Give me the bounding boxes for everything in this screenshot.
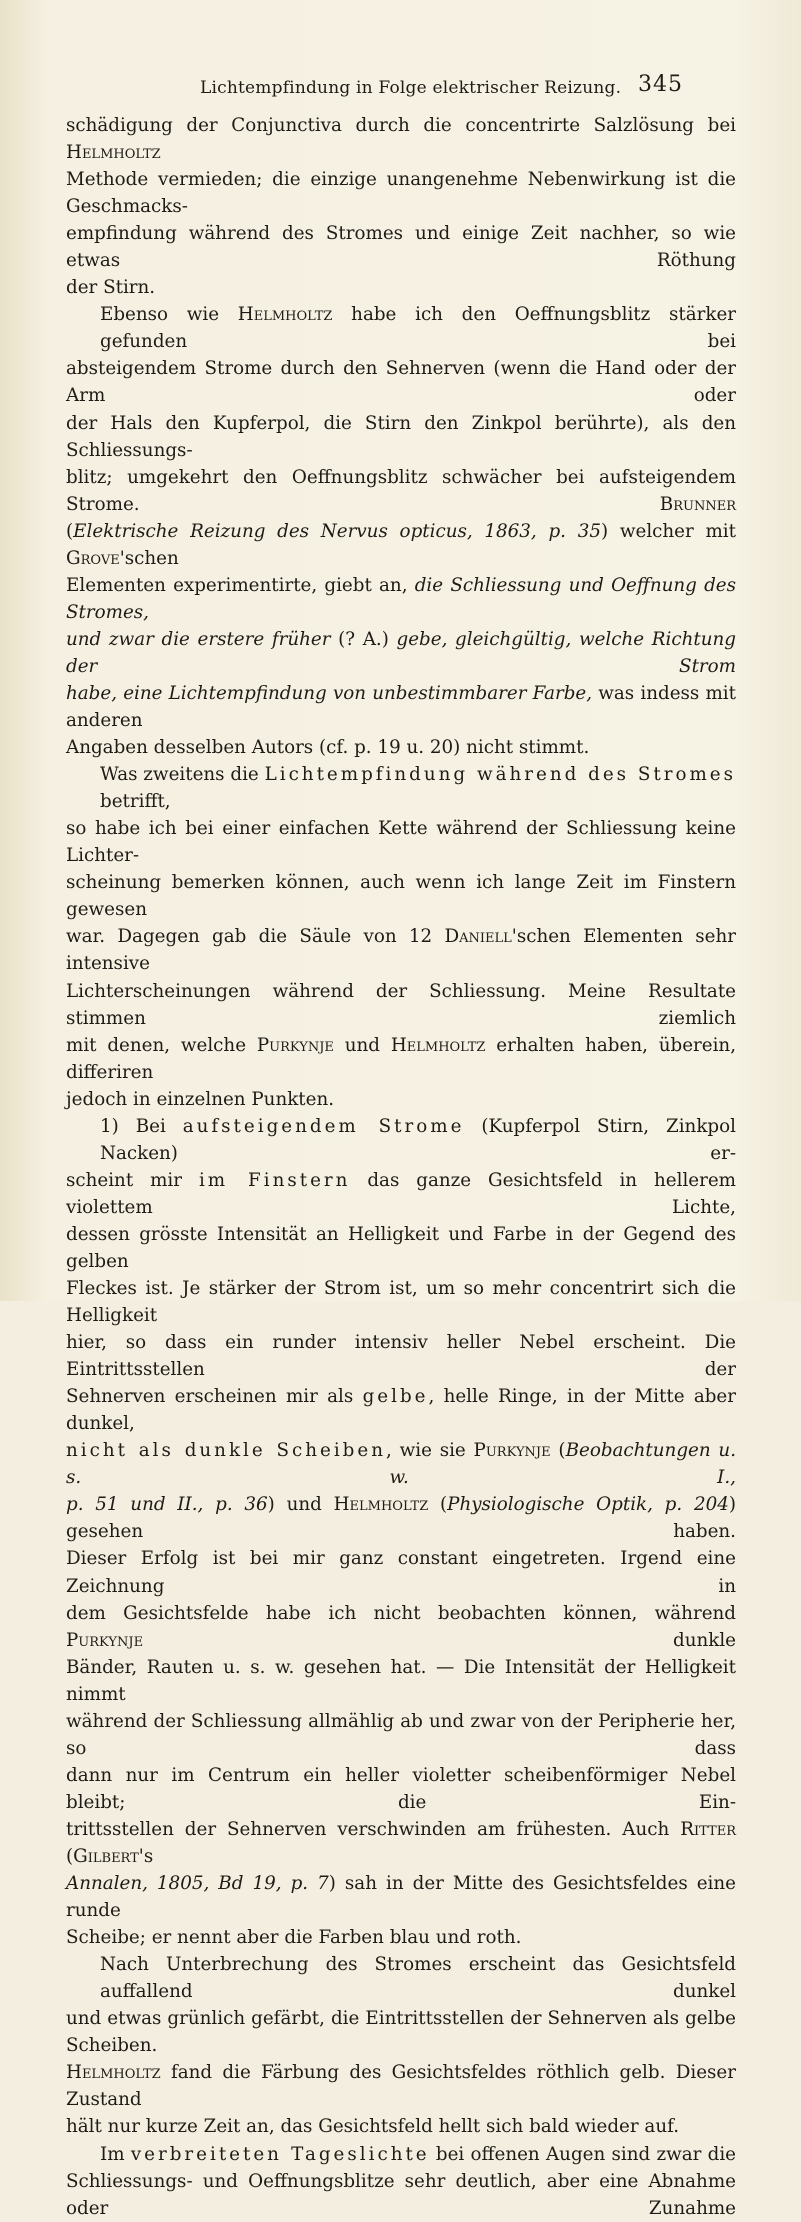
text-line bbox=[66, 2059, 736, 2113]
text-line bbox=[66, 1383, 736, 1437]
text-run: Angaben desselben Autors (cf. p. 19 u. 20) nicht stimmt. bbox=[66, 737, 590, 759]
text-run: Fleckes ist. Je stärker der Strom ist, um so mehr concentrirt sich die Helligkeit bbox=[66, 1278, 736, 1327]
text-run: der Stirn. bbox=[66, 277, 156, 299]
text-run: betrifft, bbox=[100, 791, 171, 813]
text-run: ) und bbox=[267, 1494, 334, 1516]
italic-text: Elektrische Reizung des Nervus opticus, 1863, p. 35 bbox=[73, 520, 601, 542]
text-line bbox=[66, 1951, 736, 2005]
text-run: und etwas grünlich gefärbt, die Eintrittsstellen der Sehnerven als gelbe Scheiben. bbox=[66, 2008, 736, 2057]
page-number: 345 bbox=[638, 72, 683, 97]
text-run: jedoch in einzelnen Punkten. bbox=[66, 1088, 335, 1110]
text-run: Methode vermieden; die einzige unangenehme Nebenwirkung ist die Geschmacks- bbox=[66, 169, 736, 218]
text-line bbox=[66, 274, 736, 301]
italic-text: Physiologische Optik, p. 204 bbox=[447, 1494, 729, 1516]
text-line bbox=[66, 869, 736, 923]
text-line bbox=[66, 815, 736, 869]
text-run: der Hals den Kupferpol, die Stirn den Zinkpol berührte), als den Schliessungs- bbox=[66, 412, 736, 461]
author-name: Daniell bbox=[444, 926, 512, 948]
text-run: Sehnerven erscheinen mir als bbox=[66, 1386, 363, 1408]
text-run: ( bbox=[66, 1846, 74, 1867]
text-line bbox=[66, 1654, 736, 1708]
text-line bbox=[66, 112, 736, 166]
text-line bbox=[66, 1708, 736, 1762]
author-name: Gilbert bbox=[73, 1846, 139, 1867]
text-run: Bänder, Rauten u. s. w. gesehen hat. — Die Intensität der Helligkeit nimmt bbox=[66, 1656, 736, 1705]
author-name: Ritter bbox=[680, 1818, 736, 1840]
author-name: Helmholtz bbox=[333, 1494, 429, 1516]
text-run: dann nur im Centrum ein heller violetter scheibenförmiger Nebel bleibt; die Ein- bbox=[66, 1764, 736, 1813]
text-run: war. Dagegen gab die Säule von 12 bbox=[66, 926, 445, 948]
author-name: Purkynje bbox=[473, 1440, 551, 1462]
text-run: ) welcher mit bbox=[600, 520, 736, 542]
text-run: ( bbox=[66, 520, 74, 542]
text-line bbox=[66, 1221, 736, 1275]
text-run: Schliessungs- und Oeffnungsblitze sehr deutlich, aber eine Abnahme oder Zunahme bbox=[66, 2170, 736, 2219]
spaced-text: gelbe bbox=[362, 1386, 429, 1408]
text-run: Dieser Erfolg ist bei mir ganz constant eingetreten. Irgend eine Zeichnung in bbox=[66, 1548, 736, 1597]
text-run: mit denen, welche bbox=[66, 1034, 257, 1056]
text-run: dem Gesichtsfelde habe ich nicht beobachten können, während bbox=[66, 1602, 736, 1624]
text-line bbox=[66, 1032, 736, 1086]
italic-text: die Schliessung und Oeffnung des Stromes, bbox=[66, 574, 736, 623]
text-run: , wie sie bbox=[385, 1440, 474, 1462]
text-run: scheint mir bbox=[66, 1169, 199, 1191]
text-run: das ganze Gesichtsfeld in hellerem violettem Lichte, bbox=[66, 1169, 737, 1218]
text-line bbox=[66, 518, 736, 572]
text-line bbox=[66, 680, 736, 734]
text-run: hier, so dass ein runder intensiv heller Nebel erscheint. Die Eintrittsstellen der bbox=[66, 1332, 736, 1381]
text-run: ) gesehen haben. bbox=[66, 1494, 736, 1543]
text-run: Nach Unterbrechung des Stromes erscheint das Gesichtsfeld auffallend dunkel bbox=[100, 1954, 736, 2003]
text-run: absteigendem Strome durch den Sehnerven (wenn die Hand oder der Arm oder bbox=[66, 358, 736, 407]
text-line bbox=[66, 761, 736, 815]
text-line bbox=[66, 923, 736, 977]
spaced-text: im Finstern bbox=[198, 1169, 351, 1191]
text-run: ( bbox=[428, 1494, 448, 1516]
text-run: erhalten haben, überein, differiren bbox=[66, 1034, 737, 1083]
text-run: Ebenso wie bbox=[100, 304, 238, 326]
text-run: empfindung während des Stromes und einige Zeit nachher, so wie etwas Röthung bbox=[66, 223, 736, 272]
text-run: , helle Ringe, in der Mitte aber dunkel, bbox=[66, 1386, 736, 1435]
spaced-text: nicht als dunkle Scheiben bbox=[66, 1440, 386, 1462]
text-line bbox=[66, 1924, 736, 1951]
text-line bbox=[66, 2168, 736, 2222]
italic-text: und zwar die erstere früher bbox=[66, 628, 331, 650]
text-line bbox=[66, 572, 736, 626]
text-line bbox=[66, 2141, 736, 2168]
italic-text: gebe, gleichgültig, welche Richtung der Strom bbox=[66, 628, 736, 677]
text-run: (Kupferpol Stirn, Zinkpol Nacken) er- bbox=[100, 1115, 736, 1164]
author-name: Brunner bbox=[659, 493, 736, 515]
text-run: schädigung der Conjunctiva durch die concentrirte Salzlösung bei bbox=[66, 115, 736, 136]
italic-text: Beobachtungen u. s. w. I., bbox=[66, 1440, 737, 1489]
italic-text: Annalen, 1805, Bd 19, p. 7 bbox=[66, 1873, 329, 1895]
text-line bbox=[66, 1600, 736, 1654]
text-run: bei offenen Augen sind zwar die bbox=[429, 2143, 737, 2165]
text-line bbox=[66, 166, 736, 220]
author-name: Helmholtz bbox=[66, 142, 161, 164]
text-line bbox=[66, 734, 736, 761]
text-run: so habe ich bei einer einfachen Kette während der Schliessung keine Lichter- bbox=[66, 818, 736, 867]
text-run: Scheibe; er nennt aber die Farben blau und roth. bbox=[66, 1927, 522, 1949]
author-name: Helmholtz bbox=[390, 1034, 486, 1056]
text-line bbox=[66, 301, 736, 355]
text-run: trittsstellen der Sehnerven verschwinden am frühesten. Auch bbox=[66, 1818, 681, 1840]
text-run: was indess mit anderen bbox=[66, 682, 736, 732]
text-run: (? A.) bbox=[330, 628, 397, 650]
text-run: fand die Färbung des Gesichtsfeldes röthlich gelb. Dieser Zustand bbox=[66, 2062, 736, 2111]
text-run: 'schen bbox=[119, 547, 179, 569]
text-run: und bbox=[333, 1034, 391, 1056]
author-name: Helmholtz bbox=[237, 304, 333, 326]
text-run: Im bbox=[100, 2143, 131, 2165]
text-line bbox=[66, 2113, 736, 2140]
text-line bbox=[66, 1113, 736, 1167]
text-run: dessen grösste Intensität an Helligkeit und Farbe in der Gegend des gelben bbox=[66, 1223, 736, 1272]
text-line bbox=[66, 1491, 736, 1545]
text-line bbox=[66, 1086, 736, 1113]
text-run: während der Schliessung allmählig ab und zwar von der Peripherie her, so dass bbox=[66, 1710, 736, 1759]
text-run: blitz; umgekehrt den Oeffnungsblitz schwächer bei aufsteigendem Strome. bbox=[66, 466, 736, 515]
text-line bbox=[66, 1762, 736, 1816]
text-line bbox=[66, 464, 736, 518]
text-run: Lichterscheinungen während der Schliessung. Meine Resultate stimmen ziemlich bbox=[66, 980, 736, 1029]
running-header: Lichtempfindung in Folge elektrischer Reizung. bbox=[200, 78, 622, 98]
author-name: Purkynje bbox=[256, 1034, 334, 1056]
text-run: 1) Bei bbox=[100, 1115, 183, 1137]
text-run: Was zweitens die bbox=[100, 764, 265, 786]
text-line bbox=[66, 978, 736, 1032]
author-name: Helmholtz bbox=[66, 2062, 161, 2084]
text-run: 'schen Elementen sehr intensive bbox=[66, 926, 737, 975]
text-run: ) sah in der Mitte des Gesichtsfeldes eine runde bbox=[66, 1873, 736, 1922]
body-text bbox=[66, 112, 736, 2222]
text-line bbox=[66, 1870, 736, 1924]
text-run: hält nur kurze Zeit an, das Gesichtsfeld hellt sich bald wieder auf. bbox=[66, 2116, 680, 2138]
italic-text: habe, eine Lichtempfindung von unbestimmbarer Farbe, bbox=[66, 682, 593, 704]
text-run: 's bbox=[138, 1846, 154, 1867]
text-line bbox=[66, 1329, 736, 1383]
author-name: Grove bbox=[66, 547, 120, 569]
spaced-text: aufsteigendem Strome bbox=[182, 1115, 465, 1137]
italic-text: p. 51 und II., p. 36 bbox=[66, 1494, 268, 1516]
spaced-text: Lichtempfindung während des Stromes bbox=[264, 764, 736, 786]
author-name: Purkynje bbox=[66, 1629, 144, 1651]
text-line bbox=[66, 2005, 736, 2059]
text-line bbox=[66, 1437, 736, 1491]
text-line bbox=[66, 1167, 736, 1221]
text-run: habe ich den Oeffnungsblitz stärker gefunden bei bbox=[100, 304, 736, 353]
text-line bbox=[66, 1816, 736, 1870]
text-line bbox=[66, 1275, 736, 1329]
text-line bbox=[66, 220, 736, 274]
text-line bbox=[66, 1545, 736, 1599]
text-run: scheinung bemerken können, auch wenn ich lange Zeit im Finstern gewesen bbox=[66, 872, 736, 921]
text-run: Elementen experimentirte, giebt an, bbox=[66, 574, 415, 596]
text-run: ( bbox=[550, 1440, 566, 1462]
spaced-text: verbreiteten Tageslichte bbox=[130, 2143, 430, 2165]
text-line bbox=[66, 355, 736, 409]
text-line bbox=[66, 626, 736, 680]
text-line bbox=[66, 410, 736, 464]
text-run: dunkle bbox=[143, 1629, 736, 1651]
